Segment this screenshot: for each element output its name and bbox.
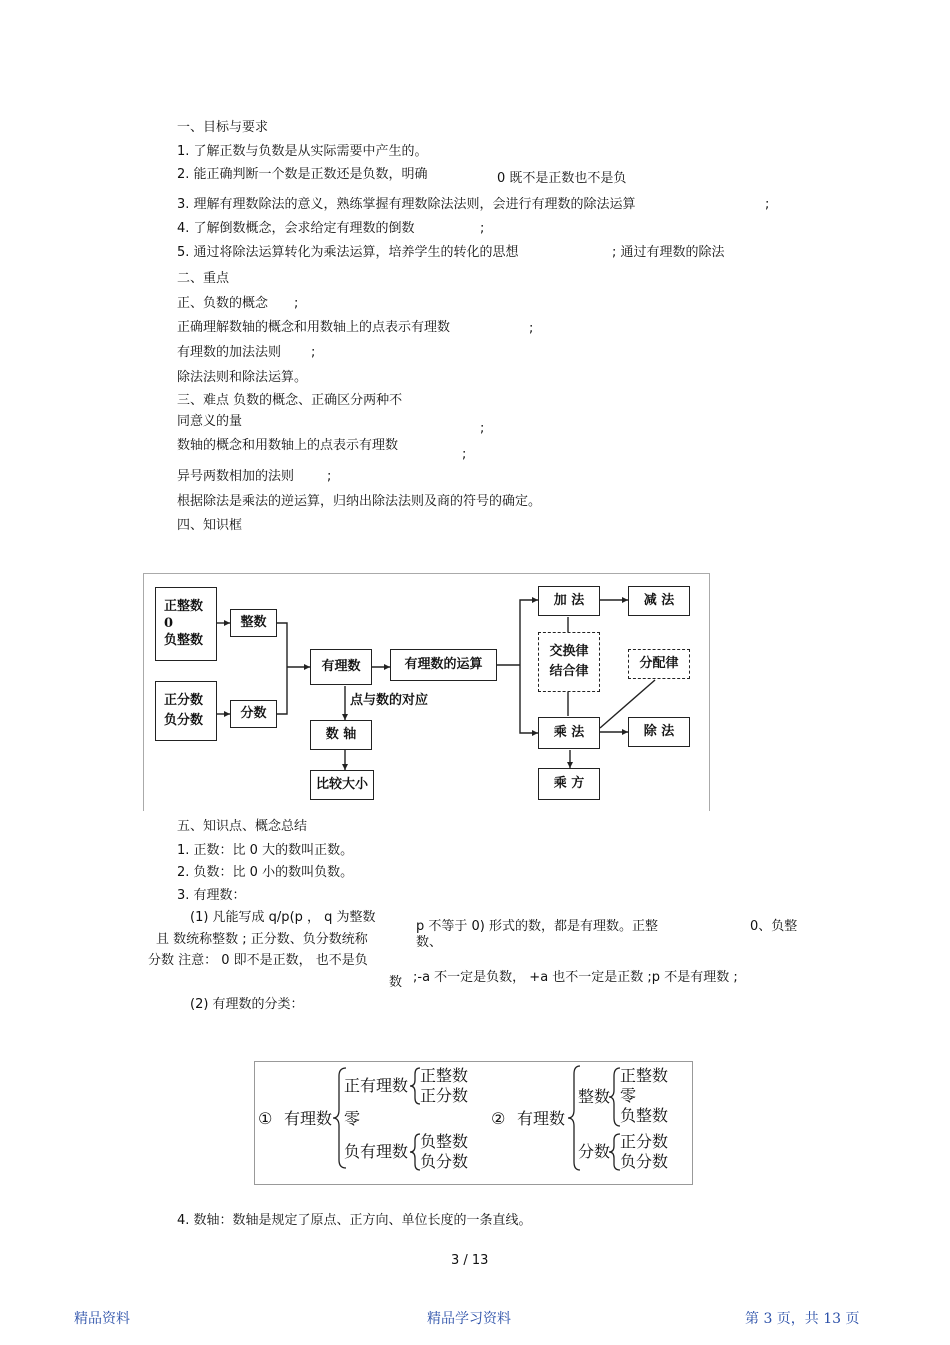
key-point-3: 有理数的加法法则 [177, 345, 282, 360]
box-number-axis: 数 轴 [310, 720, 372, 750]
label-negative-integer: 负整数 [164, 633, 204, 648]
label-zero: 0 [164, 616, 174, 631]
goal-item-4: 4. 了解倒数概念，会求给定有理数的倒数 [177, 221, 415, 236]
label-positive-integer: 正整数 [164, 599, 204, 614]
classification-1-neg-frac: 负分数 [420, 1152, 469, 1171]
rational-note-a: 分数 注意： 0 即不是正数， 也不是负 [148, 953, 368, 968]
rational-def-a: (1) 凡能写成 q/p(p ， q 为整数 [190, 910, 376, 925]
section3-heading-cont: 同意义的量 [177, 414, 243, 429]
section1-heading: 一、目标与要求 [177, 120, 269, 135]
label-negative-fraction: 负分数 [164, 713, 204, 728]
classification-2-marker: ② [491, 1109, 506, 1128]
box-compare-size: 比较大小 [310, 770, 374, 800]
box-addition: 加 法 [538, 586, 600, 616]
difficulty-semi-2: ; [462, 447, 467, 462]
classification-2-fraction: 分数 [578, 1142, 611, 1161]
classification-2-root: 有理数 [517, 1109, 566, 1128]
box-fraction: 分数 [230, 700, 277, 728]
classification-1-zero: 零 [344, 1109, 361, 1128]
classification-2-pos-frac: 正分数 [620, 1132, 669, 1151]
footer-right: 第 3 页，共 13 页 [745, 1311, 860, 1327]
classification-1-negative: 负有理数 [344, 1142, 409, 1161]
key-point-2: 正确理解数轴的概念和用数轴上的点表示有理数 [177, 320, 451, 335]
box-rational: 有理数 [310, 649, 372, 685]
box-subtraction: 减 法 [628, 586, 690, 616]
label-commutative: 交换律 [549, 644, 589, 659]
footer-center: 精品学习资料 [427, 1311, 511, 1327]
goal-item-1: 1. 了解正数与负数是从实际需要中产生的。 [177, 144, 428, 159]
section4-heading: 四、知识框 [177, 518, 243, 533]
box-integer: 整数 [230, 609, 277, 637]
label-associative: 结合律 [549, 664, 589, 679]
box-multiplication: 乘 法 [538, 717, 600, 749]
label-point-number-mapping: 点与数的对应 [350, 693, 429, 708]
goal-item-5: 5. 通过将除法运算转化为乘法运算，培养学生的转化的思想 [177, 245, 519, 260]
goal-item-2-tail: 0 既不是正数也不是负 [497, 171, 627, 186]
difficulty-semi-1: ; [480, 421, 485, 436]
concept-number-axis: 4. 数轴：数轴是规定了原点、正方向、单位长度的一条直线。 [177, 1213, 532, 1228]
box-division: 除 法 [628, 717, 690, 747]
rational-def-c: 0、负整 [750, 919, 798, 934]
rational-note-c: 数 [389, 975, 403, 990]
goal-item-4-tail: ; [480, 221, 485, 236]
key-point-2-semi: ; [529, 321, 534, 336]
classification-2-integer: 整数 [578, 1087, 611, 1106]
concept-positive: 1. 正数：比 0 大的数叫正数。 [177, 843, 354, 858]
box-rational-operation: 有理数的运算 [390, 649, 497, 681]
section5-heading: 五、知识点、概念总结 [177, 819, 308, 834]
key-point-3-semi: ; [311, 345, 316, 360]
box-distributive: 分配律 [628, 649, 690, 679]
concept-negative: 2. 负数：比 0 小的数叫负数。 [177, 865, 354, 880]
difficulty-2: 数轴的概念和用数轴上的点表示有理数 [177, 438, 399, 453]
rational-note-b: ;-a 不一定是负数， +a 也不一定是正数 ;p 不是有理数 ; [413, 970, 738, 985]
classification-2-neg-int: 负整数 [620, 1106, 669, 1125]
rational-def-b: p 不等于 0) 形式的数，都是有理数。正整 [416, 919, 658, 934]
classification-2-pos-int: 正整数 [620, 1066, 669, 1085]
classification-1-root: 有理数 [284, 1109, 333, 1128]
key-point-1-semi: ; [294, 296, 299, 311]
goal-item-3-tail: ; [765, 197, 770, 212]
goal-item-5-tail: ; 通过有理数的除法 [612, 245, 725, 260]
goal-item-3: 3. 理解有理数除法的意义，熟练掌握有理数除法法则，会进行有理数的除法运算 [177, 197, 636, 212]
classification-1-positive: 正有理数 [344, 1076, 409, 1095]
page-number: 3 / 13 [451, 1253, 489, 1268]
box-power: 乘 方 [538, 768, 600, 800]
footer-left: 精品资料 [74, 1311, 130, 1327]
classification-1-marker: ① [258, 1109, 273, 1128]
rational-def-e: 数、 [416, 935, 443, 950]
classification-title: (2) 有理数的分类： [190, 997, 304, 1012]
key-point-4: 除法法则和除法运算。 [177, 370, 308, 385]
goal-item-2: 2. 能正确判断一个数是正数还是负数，明确 [177, 167, 428, 182]
classification-2-zero: 零 [620, 1086, 637, 1105]
classification-1-pos-frac: 正分数 [420, 1086, 469, 1105]
difficulty-3: 异号两数相加的法则 [177, 469, 295, 484]
classification-1-pos-int: 正整数 [420, 1066, 469, 1085]
difficulty-semi-3: ; [327, 469, 332, 484]
key-point-1: 正、负数的概念 [177, 296, 269, 311]
difficulty-4: 根据除法是乘法的逆运算，归纳出除法法则及商的符号的确定。 [177, 494, 542, 509]
section3-heading: 三、难点 负数的概念、正确区分两种不 [177, 393, 403, 408]
label-positive-fraction: 正分数 [164, 693, 204, 708]
section2-heading: 二、重点 [177, 271, 230, 286]
rational-def-d: 且 数统称整数 ; 正分数、负分数统称 [156, 932, 368, 947]
concept-rational: 3. 有理数： [177, 888, 246, 903]
classification-2-neg-frac: 负分数 [620, 1152, 669, 1171]
classification-1-neg-int: 负整数 [420, 1132, 469, 1151]
